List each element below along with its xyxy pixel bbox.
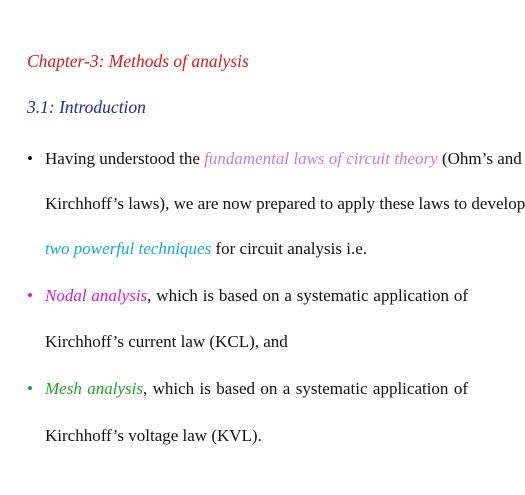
nodal-analysis-term: Nodal analysis	[45, 286, 148, 305]
mesh-analysis-term: Mesh analysis	[45, 379, 143, 398]
intro-text: (Ohm’s and	[437, 149, 522, 168]
intro-line-1	[45, 149, 522, 168]
mesh-line-1	[45, 380, 468, 397]
intro-text: for circuit analysis i.e.	[211, 239, 367, 258]
intro-line-2: Kirchhoff’s laws), we are now prepared to apply these laws to develop	[45, 194, 525, 213]
mesh-line-2: Kirchhoff’s voltage law (KVL).	[45, 426, 262, 445]
bullet-nodal: •	[27, 286, 33, 305]
nodal-text: , which is based on a systematic application of	[147, 286, 468, 305]
section-title: 3.1: Introduction	[27, 97, 146, 117]
techniques-phrase: two powerful techniques	[45, 239, 212, 258]
chapter-title: Chapter-3: Methods of analysis	[27, 51, 249, 71]
intro-text: Having understood the	[45, 149, 205, 168]
mesh-text: , which is based on a systematic application of	[142, 379, 468, 398]
nodal-line-2: Kirchhoff’s current law (KCL), and	[45, 332, 288, 351]
intro-line-3	[45, 240, 468, 257]
nodal-line-1	[45, 287, 468, 304]
fundamental-laws-phrase: fundamental laws of circuit theory	[204, 149, 438, 168]
bullet-mesh: •	[27, 379, 33, 398]
bullet-intro: •	[27, 149, 33, 168]
